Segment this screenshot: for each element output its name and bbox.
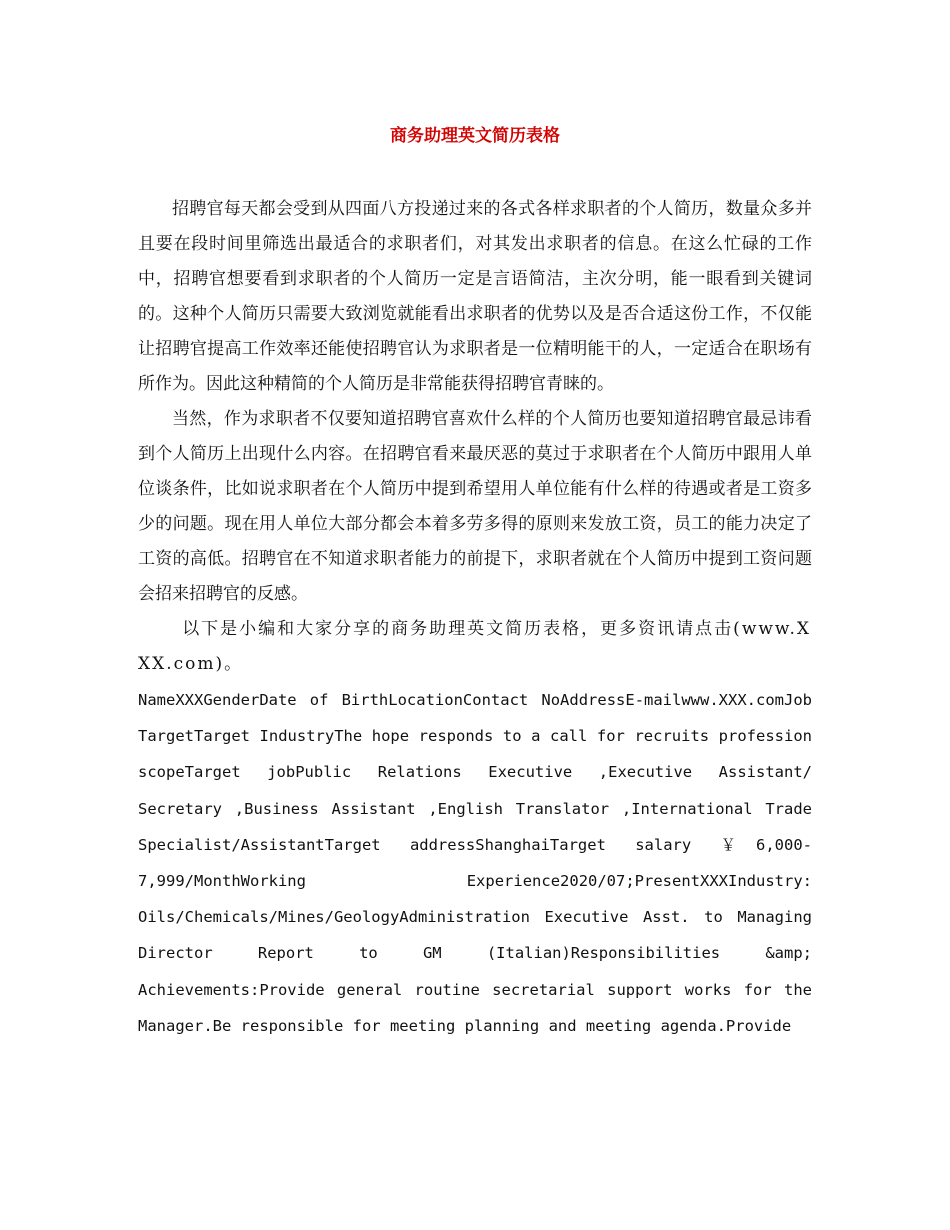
paragraph-taboo: 当然，作为求职者不仅要知道招聘官喜欢什么样的个人简历也要知道招聘官最忌讳看到个人简历上出现什么内容。在招聘官看来最厌恶的莫过于求职者在个人简历中跟用人单位谈条件，比如说求职者在个人简历中提到希望用人单位能有什么样的待遇或者是工资多少的问题。现在用人单位大部分都会本着多劳多得的原则来发放工资，员工的能力决定了工资的高低。招聘官在不知道求职者能力的前提下，求职者就在个人简历中提到工资问题会招来招聘官的反感。 <box>138 409 812 604</box>
resume-text: NameXXXGenderDate of BirthLocationContact NoAddressE-mailwww.XXX.comJob TargetTarget IndustryThe hope responds to a call for recruits profession scopeTarget jobPublic Relations Executive ,Executive Assistant/ Secretary ,Business Assistant ,English Translator ,International Trade Specialist/AssistantTarget addressShanghaiTarget salary ￥6,000-7,999/MonthWorking Experience2020/07;PresentXXXIndustry: Oils/Chemicals/Mines/GeologyAdministration Executive Asst. to Managing Director Report to GM (Italian)Responsibilities &amp; Achievements:Provide general routine secretarial support works for the Manager.Be responsible for meeting planning and meeting agenda.Provide <box>138 691 812 1035</box>
paragraph-intro: 招聘官每天都会受到从四面八方投递过来的各式各样求职者的个人简历，数量众多并且要在段时间里筛选出最适合的求职者们，对其发出求职者的信息。在这么忙碌的工作中，招聘官想要看到求职者的个人简历一定是言语简洁，主次分明，能一眼看到关键词的。这种个人简历只需要大致浏览就能看出求职者的优势以及是否合适这份工作，不仅能让招聘官提高工作效率还能使招聘官认为求职者是一位精明能干的人，一定适合在职场有所作为。因此这种精简的个人简历是非常能获得招聘官青睐的。 <box>138 199 812 394</box>
document-title: 商务助理英文简历表格 <box>390 126 560 146</box>
document-body <box>138 192 812 1044</box>
paragraph-share: 以下是小编和大家分享的商务助理英文简历表格，更多资讯请点击(www.XXX.com)。 <box>138 619 811 674</box>
